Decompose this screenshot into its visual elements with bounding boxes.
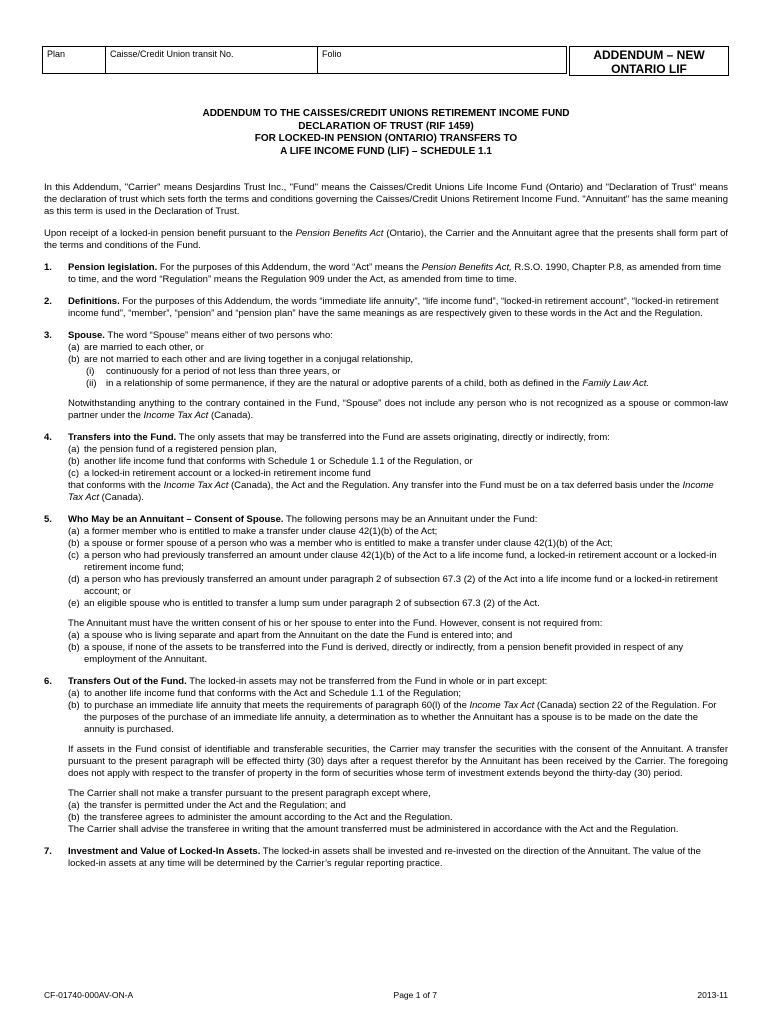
title-line2: DECLARATION OF TRUST (RIF 1459) (298, 120, 474, 132)
document-body (44, 182, 728, 880)
plan-field: Plan (43, 47, 106, 73)
section-6-paragraph-3: The Carrier shall advise the transferee in writing that the amount transferred must be administered in accordance with the Act and the Regulation. (68, 824, 679, 835)
list-item: (i) continuously for a period of not less than three years, or (86, 366, 341, 377)
section-3-heading: Spouse. (68, 330, 105, 341)
section-2-heading: Definitions. (68, 296, 120, 307)
list-item: (e) an eligible spouse who is entitled to transfer a lump sum under paragraph 2 of subsection 67.3 (2) of the Act. (68, 598, 540, 609)
list-item: (b) a spouse or former spouse of a person who was a member who is entitled to make a transfer under clause 42(1)(b) of the Act; (68, 538, 613, 549)
intro-paragraph-2: Upon receipt of a locked-in pension benefit pursuant to the Pension Benefits Act (Ontario), the Carrier and the Annuitant agree that the presents shall form part of the terms and conditions of the Fund. (44, 228, 728, 251)
section-6-paragraph-1: If assets in the Fund consist of identifiable and transferable securities, the Carrier may transfer the securities with the consent of the Annuitant. A transfer pursuant to the present paragraph will be effected thirty (30) days after a request therefor by the Annuitant has been received by the Carrier. The foregoing does not apply with respect to the transfer of property in the form of securities whose term of investment extends beyond the thirty-day (30) period. (68, 744, 728, 779)
list-item: (a) a former member who is entitled to make a transfer under clause 42(1)(b) of the Act; (68, 526, 438, 537)
document-title (42, 108, 730, 158)
list-item: (b) a spouse, if none of the assets to be transferred into the Fund is derived, directly or indirectly, from a pension benefit provided in respect of any employment of the Annuitant. (68, 642, 684, 665)
section-2: 2. Definitions. For the purposes of this Addendum, the words “immediate life annuity”, “life income fund”, “locked-in retirement account”, “locked-in retirement income fund”, “member”, “pension” and “pension plan” have the same meanings as are respectively given to these words in the Act and the Regulation. (44, 296, 719, 319)
section-6: 6. Transfers Out of the Fund. The locked-in assets may not be transferred from the Fund in whole or in part except: (a) to another life income fund that conforms with the Act and Schedule 1.1 of the Regulation; (b) to purchase an immediate life annuity that meets the requirements of paragraph 60(l) of the Income Tax Act (Canada) section 22 of the Regulation. For the purposes of the purchase of an immediate life annuity, a determination as to whether the Annuitant has a spouse is to be made on the date the annuity is purchased. If assets in the Fund consist of identifiable and transferable securities, the Carrier may transfer the securities with the consent of the Annuitant. A transfer pursuant to the present paragraph will be effected thirty (30) days after a request therefor by the Annuitant has been received by the Carrier. The foregoing does not apply with respect to the transfer of property in the form of securities whose term of investment extends beyond the thirty-day (30) period. The Carrier shall not make a transfer pursuant to the present paragraph except where, (a) the transfer is permitted under the Act and the Regulation; and (b) the transferee agrees to administer the amount according to the Act and the Regulation. The Carrier shall advise the transferee in writing that the amount transferred must be administered in accordance with the Act and the Regulation. (44, 676, 728, 835)
section-7: 7. Investment and Value of Locked-In Assets. The locked-in assets shall be invested and re-invested on the direction of the Annuitant. The value of the locked-in assets at any time will be determined by the Carrier’s regular reporting practice. (44, 846, 701, 869)
list-item: (c) a person who had previously transferred an amount under clause 42(1)(b) of the Act to a life income fund, a locked-in retirement account or a locked-in retirement income fund; (68, 550, 717, 573)
section-4-tail: that conforms with the Income Tax Act (Canada), the Act and the Regulation. Any transfer into the Fund must be on a tax deferred basis under the Income Tax Act (Canada). (68, 480, 714, 503)
intro-paragraph-1: In this Addendum, "Carrier" means Desjardins Trust Inc., "Fund" means the Caisses/Credit Unions Life Income Fund (Ontario) and "Declaration of Trust" means the declaration of trust which sets forth the terms and conditions governing the Caisses/Credit Unions Retirement Income Fund. "Annuitant" has the same meaning as this term is used in the Declaration of Trust. (44, 182, 728, 217)
page-number: Page 1 of 7 (393, 990, 438, 1000)
list-item: (b) are not married to each other and are living together in a conjugal relationship, (68, 354, 414, 365)
section-4-heading: Transfers into the Fund. (68, 432, 177, 443)
addendum-type-line1: ADDENDUM – NEW (593, 48, 705, 62)
section-4: 4. Transfers into the Fund. The only assets that may be transferred into the Fund are assets originating, directly or indirectly, from: (a) the pension fund of a registered pension plan, (b) another life income fund that conforms with Schedule 1 or Schedule 1.1 of the Regulation, or (c) a locked-in retirement account or a locked-in retirement income fund that conforms with the Income Tax Act (Canada), the Act and the Regulation. Any transfer into the Fund must be on a tax deferred basis under the Income Tax Act (Canada). (44, 432, 728, 504)
list-item: (ii) in a relationship of some permanence, if they are the natural or adoptive parents of a child, both as defined in the Family Law Act. (86, 378, 650, 389)
list-item: (b) to purchase an immediate life annuity that meets the requirements of paragraph 60(l) of the Income Tax Act (Canada) section 22 of the Regulation. For the purposes of the purchase of an immediate life annuity, a determination as to whether the Annuitant has a spouse is to be made on the date the annuity is purchased. (68, 700, 717, 735)
section-1-heading: Pension legislation. (68, 262, 158, 273)
list-item: (b) the transferee agrees to administer the amount according to the Act and the Regulation. (68, 812, 453, 823)
list-item: (d) a person who has previously transferred an amount under paragraph 2 of subsection 67.3 (2) of the Act into a life income fund or a locked-in retirement account; or (68, 574, 718, 597)
section-3-note: Notwithstanding anything to the contrary contained in the Fund, “Spouse” does not include any person who is not recognized as a spouse or common-law partner under the Income Tax Act (Canada). (68, 398, 728, 421)
title-line4: A LIFE INCOME FUND (LIF) – SCHEDULE 1.1 (280, 145, 492, 157)
section-5: 5. Who May be an Annuitant – Consent of Spouse. The following persons may be an Annuitant under the Fund: (a) a former member who is entitled to make a transfer under clause 42(1)(b) of the Act; (b) a spouse or former spouse of a person who was a member who is entitled to make a transfer under clause 42(1)(b) of the Act; (c) a person who had previously transferred an amount under clause 42(1)(b) of the Act to a life income fund, a locked-in retirement account or a locked-in retirement income fund; (d) a person who has previously transferred an amount under paragraph 2 of subsection 67.3 (2) of the Act into a life income fund or a locked-in retirement account; or (e) an eligible spouse who is entitled to transfer a lump sum under paragraph 2 of subsection 67.3 (2) of the Act. The Annuitant must have the written consent of his or her spouse to enter into the Fund. However, consent is not required from: (a) a spouse who is living separate and apart from the Annuitant on the date the Fund is entered into; and (b) a spouse, if none of the assets to be transferred into the Fund is derived, directly or indirectly, from a pension benefit provided in respect of any employment of the Annuitant. (44, 514, 728, 666)
page-footer (44, 990, 728, 1000)
addendum-type-line2: ONTARIO LIF (611, 62, 687, 76)
section-3: 3. Spouse. The word “Spouse” means either of two persons who: (a) are married to each other, or (b) are not married to each other and are living together in a conjugal relationship, (i) continuously for a period of not less than three years, or (ii) in a relationship of some permanence, if they are the natural or adoptive parents of a child, both as defined in the Family Law Act. Notwithstanding anything to the contrary contained in the Fund, “Spouse” does not include any person who is not recognized as a spouse or common-law partner under the Income Tax Act (Canada). (44, 330, 728, 421)
list-item: (a) to another life income fund that conforms with the Act and Schedule 1.1 of the Regulation; (68, 688, 462, 699)
list-item: (a) are married to each other, or (68, 342, 204, 353)
list-item: (a) a spouse who is living separate and apart from the Annuitant on the date the Fund is entered into; and (68, 630, 513, 641)
list-item: (c) a locked-in retirement account or a locked-in retirement income fund (68, 468, 371, 479)
title-line1: ADDENDUM TO THE CAISSES/CREDIT UNIONS RETIREMENT INCOME FUND (202, 108, 570, 119)
list-item: (a) the pension fund of a registered pension plan, (68, 444, 277, 455)
list-item: (b) another life income fund that conforms with Schedule 1 or Schedule 1.1 of the Regulation, or (68, 456, 473, 467)
section-6-paragraph-2: The Carrier shall not make a transfer pursuant to the present paragraph except where, (68, 788, 431, 799)
section-7-heading: Investment and Value of Locked-In Assets. (68, 846, 261, 857)
form-date: 2013-11 (697, 990, 728, 1000)
transit-number-field: Caisse/Credit Union transit No. (106, 47, 318, 73)
form-code: CF-01740-000AV-ON-A (44, 990, 134, 1000)
addendum-type-box (569, 46, 729, 76)
title-line3: FOR LOCKED-IN PENSION (ONTARIO) TRANSFERS TO (254, 133, 518, 144)
list-item: (a) the transfer is permitted under the Act and the Regulation; and (68, 800, 346, 811)
folio-field: Folio (322, 49, 342, 59)
header-fields-table (42, 46, 567, 74)
section-5-heading: Who May be an Annuitant – Consent of Spouse. (68, 514, 284, 525)
section-1: 1. Pension legislation. For the purposes of this Addendum, the word “Act” means the Pension Benefits Act, R.S.O. 1990, Chapter P.8, as amended from time to time, and the word “Regulation” means the Regulation 909 under the Act, as amended from time to time. (44, 262, 722, 285)
section-6-heading: Transfers Out of the Fund. (68, 676, 187, 687)
section-5-consent: The Annuitant must have the written consent of his or her spouse to enter into the Fund. However, consent is not required from: (68, 618, 603, 629)
